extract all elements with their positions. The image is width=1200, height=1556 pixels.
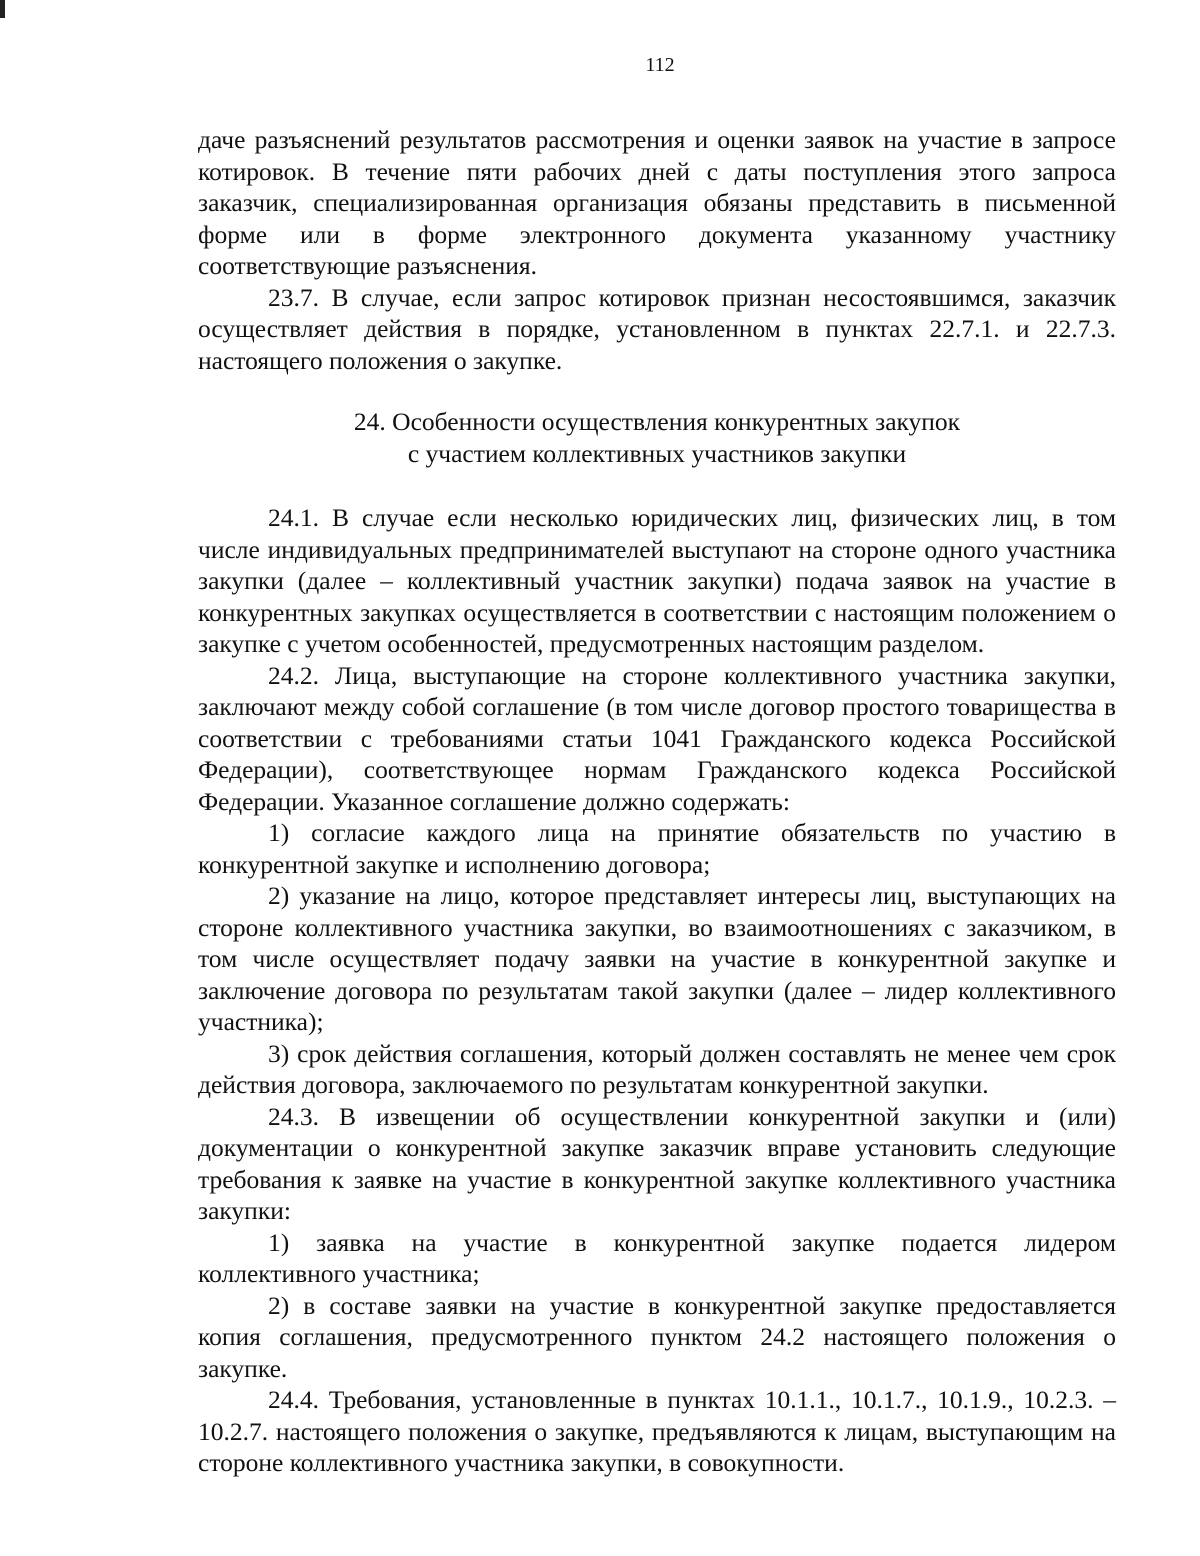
paragraph: 24.3. В извещении об осуществлении конкурентной закупки и (или) документации о конкурентной закупке заказчик вправе установить следующие требования к заявке на участие в конкурентной закупке коллективного участника закупки: bbox=[198, 1101, 1116, 1225]
section-heading bbox=[198, 406, 1116, 470]
paragraph: 24.2. Лица, выступающие на стороне коллективного участника закупки, заключают между собой соглашение (в том числе договор простого товарищества в соответствии с требованиями статьи 1041 Гражданского кодекса Российской Федерации), соответствующее нормам Гражданского кодекса Российской Федерации. Указанное соглашение должно содержать: bbox=[198, 660, 1116, 816]
list-item: 3) срок действия соглашения, который должен составлять не менее чем срок действия договора, заключаемого по результатам конкурентной закупки. bbox=[198, 1038, 1116, 1099]
paragraph: 24.1. В случае если несколько юридических лиц, физических лиц, в том числе индивидуальных предпринимателей выступают на стороне одного участника закупки (далее – коллективный участник закупки) подача заявок на участие в конкурентных закупках осуществляется в соответствии с настоящим положением о закупке с учетом особенностей, предусмотренных настоящим разделом. bbox=[198, 503, 1116, 658]
list-item: 1) согласие каждого лица на принятие обязательств по участию в конкурентной закупке и исполнению договора; bbox=[198, 818, 1116, 879]
list-item: 2) указание на лицо, которое представляет интересы лиц, выступающих на стороне коллективного участника закупки, во взаимоотношениях с заказчиком, в том числе осуществляет подачу заявки на участие в конкурентной закупке и заключение договора по результатам такой закупки (далее – лидер коллективного участника); bbox=[198, 881, 1116, 1036]
paragraph: 24.4. Требования, установленные в пунктах 10.1.1., 10.1.7., 10.1.9., 10.2.3. – 10.2.7. настоящего положения о закупке, предъявляются к лицам, выступающим на стороне коллективного участника закупки, в совокупности. bbox=[198, 1385, 1116, 1477]
scan-edge-mark bbox=[0, 0, 5, 18]
section-heading-line: с участием коллективных участников закупки bbox=[407, 439, 907, 468]
section-heading-line: 24. Особенности осуществления конкурентных закупок bbox=[353, 407, 961, 436]
text-block-top bbox=[198, 124, 1116, 376]
paragraph: 23.7. В случае, если запрос котировок признан несостоявшимся, заказчик осуществляет действия в порядке, установленном в пунктах 22.7.1. и 22.7.3. настоящего положения о закупке. bbox=[198, 282, 1116, 375]
text-block-main bbox=[198, 502, 1116, 1479]
paragraph: даче разъяснений результатов рассмотрения и оценки заявок на участие в запросе котировок. В течение пяти рабочих дней с даты поступления этого запроса заказчик, специализированная организация обязаны представить в письменной форме или в форме электронного документа указанному участнику соответствующие разъяснения. bbox=[198, 125, 1116, 280]
list-item: 2) в составе заявки на участие в конкурентной закупке предоставляется копия соглашения, предусмотренного пунктом 24.2 настоящего положения о закупке. bbox=[198, 1290, 1116, 1383]
page-number: 112 bbox=[645, 54, 675, 76]
list-item: 1) заявка на участие в конкурентной закупке подается лидером коллективного участника; bbox=[198, 1227, 1116, 1288]
